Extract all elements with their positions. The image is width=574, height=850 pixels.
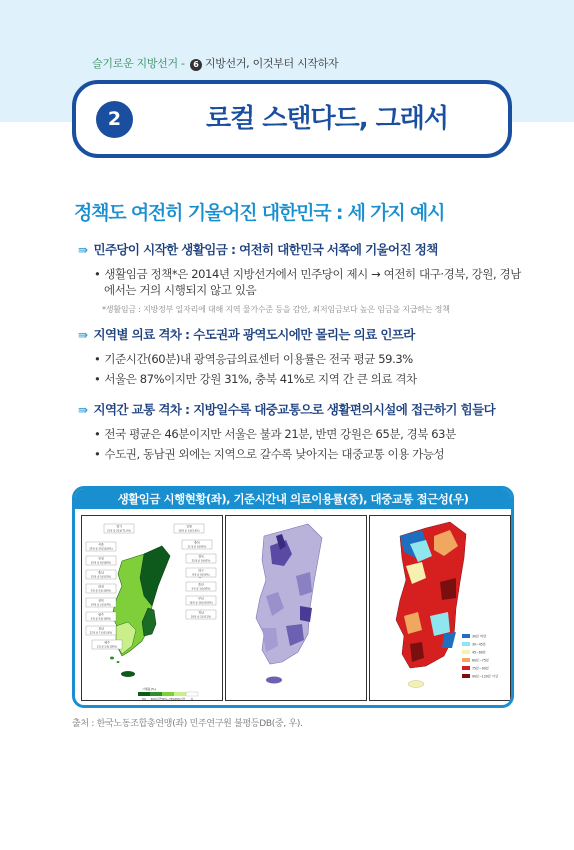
section-number-badge: 2 [96,101,133,138]
legend-label: 75분~90분 [472,666,489,671]
region-callout-12 [86,612,116,621]
region-value: 5개 중 5곳(100%) [90,589,112,593]
region-name: 경북 [198,554,204,559]
legend-label: 70%이상 [174,698,186,700]
running-header [92,55,338,71]
region-name: 광주 [98,612,104,617]
region-name: 전북 [98,598,104,603]
legend-label: 45~60분 [472,650,486,655]
legend-label: 30분 미만 [472,634,487,639]
chapter-title: 지방선거, 이것부터 시작하자 [204,57,339,70]
region-callout-8 [86,584,116,593]
bullet-item [94,446,444,462]
region-value: 18개 중 1곳(5.6%) [178,529,200,533]
bullet-text: 수도권, 동남권 외에는 지역으로 갈수록 낮아지는 대중교통 이용 가능성 [104,447,445,461]
subsection-heading-transport [78,400,495,418]
legend-title: 시행률(%) [142,687,156,691]
bullet-text: 기준시간(60분)내 광역응급의료센터 이용률은 전국 평균 59.3% [104,352,413,366]
arrow-icon: ⇛ [78,243,88,257]
region-value: 2개 중 2곳(100%) [96,645,118,649]
region-callout-5 [186,554,216,563]
bullet-dot-icon: • [94,447,101,461]
region-callout-14 [86,626,116,635]
region-name: 대전 [98,584,104,589]
map-panel-medical [225,515,367,701]
region-callout-10 [86,598,116,607]
bullet-item [94,351,413,367]
subsection-heading-medical [78,325,415,343]
region-name: 부산 [198,596,204,601]
region-value: 5개 중 5곳(100%) [90,617,112,621]
bullet-dot-icon: • [94,372,101,386]
region-callout-11 [186,596,216,605]
region-name: 전남 [98,626,104,631]
title-box [72,80,512,158]
subsection-heading-text: 지역별 의료 격차 : 수도권과 광역도시에만 몰리는 의료 인프라 [93,327,415,342]
bullet-text: 생활임금 정책*은 2014년 지방선거에서 민주당이 제시 → 여전히 대구·경북, 강원, 경남 [104,267,521,281]
region-value: 25개 중 25곳(100%) [89,547,113,551]
korea-map-transport [370,516,510,700]
region-value: 10개 중 6곳(60%) [90,561,112,565]
header-separator: - [177,57,188,70]
region-name: 울산 [198,582,204,587]
region-callout-0 [104,524,134,533]
korea-map-living-wage [82,516,222,700]
figure-maps [72,486,514,708]
region-name: 충남 [98,570,104,575]
bullet-text: 서울은 87%이지만 강원 31%, 충북 41%로 지역 간 큰 의료 격차 [104,372,417,386]
region-callout-15 [92,640,122,649]
bullet-dot-icon: • [94,352,101,366]
legend-label: 60분~75분 [472,658,489,663]
bullet-item [94,371,417,387]
legend-label: 30%~70% [161,698,175,700]
section-heading: 정책도 여전히 기울어진 대한민국 : 세 가지 예시 [74,202,445,224]
region-callout-13 [186,610,216,619]
region-callout-1 [174,524,204,533]
region-value: 31개 중 22곳(71.0%) [107,529,131,533]
bullet-text-continued: 에서는 거의 시행되지 않고 있음 [104,283,257,297]
region-value: 8개 중 0곳(0%) [192,573,210,577]
region-callout-2 [86,542,116,551]
subsection-heading-living-wage [78,240,438,258]
source-note: 출처 : 한국노동조합총연맹(좌) 민주연구원 불평등DB(중, 우). [72,719,303,729]
legend-label: 30%미만 [150,698,162,700]
region-name: 충북 [194,540,200,545]
arrow-icon: ⇛ [78,328,88,342]
subsection-heading-text: 지역간 교통 격차 : 지방일수록 대중교통으로 생활편의시설에 접근하기 힘들다 [93,402,496,417]
region-value: 11개 중 0곳(0%) [187,545,207,549]
region-callout-4 [86,556,116,565]
region-name: 강원 [186,524,192,529]
region-callout-3 [182,540,212,549]
region-value: 18개 중 2곳(11%) [190,615,212,619]
region-value: 5개 중 1곳(20%) [191,587,211,591]
region-value: 14개 중 2곳(14%) [90,603,112,607]
region-value: 23개 중 0곳(0%) [191,559,211,563]
region-value: 15개 중 5곳(33%) [90,575,112,579]
region-name: 경남 [198,610,204,615]
region-callout-6 [86,570,116,579]
arrow-icon: ⇛ [78,403,88,417]
bullet-text: 전국 평균은 46분이지만 서울은 불과 21분, 반면 강원은 65분, 경북 63분 [104,427,456,441]
footnote: *생활임금 : 지방정부 일자리에 대해 지역 물가수준 등을 감안, 최저임금보다 높은 임금을 지급하는 정책 [102,305,450,314]
bullet-dot-icon: • [94,267,101,281]
legend-label: 0 [191,698,193,700]
region-name: 서울 [98,542,104,547]
legend-label: 30~45분 [472,642,486,647]
region-callout-7 [186,568,216,577]
map-panel-transport [369,515,511,701]
bullet-item [94,426,456,442]
bullet-dot-icon: • [94,427,101,441]
map-panel-living-wage [81,515,223,701]
region-name: 경기 [116,524,122,529]
legend-label: 90분~120분 이상 [472,674,499,679]
subsection-heading-text: 민주당이 시작한 생활임금 : 여전히 대한민국 서쪽에 기울어진 정책 [93,242,438,257]
bullet-item [94,266,521,298]
region-name: 대구 [198,568,204,573]
region-value: 22개 중 7곳(31.8%) [89,631,113,635]
page-title: 로컬 스탠다드, 그래서 [205,104,449,134]
region-callout-9 [186,582,216,591]
region-value: 16개 중 16곳(100%) [189,601,213,605]
region-name: 제주 [104,640,110,645]
chapter-number-badge: 6 [190,59,202,71]
korea-map-medical [226,516,366,700]
region-name: 인천 [98,556,104,561]
figure-title: 생활임금 시행현황(좌), 기준시간내 의료이용률(중), 대중교통 접근성(우) [75,489,511,509]
legend-label: 0% [141,698,147,700]
series-title: 슬기로운 지방선거 [92,57,178,70]
